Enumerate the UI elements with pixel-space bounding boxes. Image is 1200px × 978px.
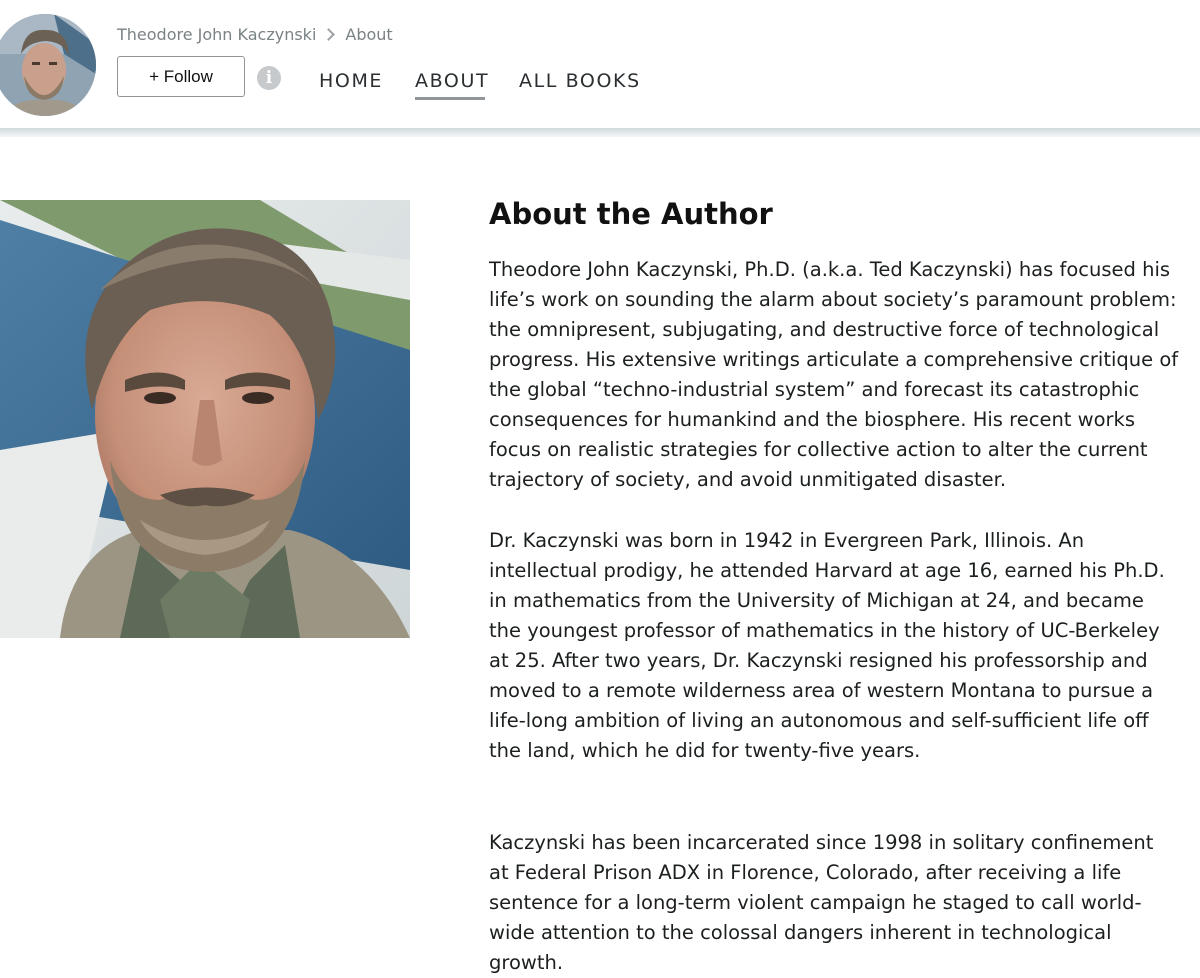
breadcrumb-current: About	[345, 24, 393, 44]
chevron-right-icon	[323, 28, 336, 41]
about-paragraph: Theodore John Kaczynski, Ph.D. (a.k.a. Ted Kaczynski) has focused his life’s work on sounding the alarm about society’s paramount problem: the omnipresent, subjugating, and destructive force of technological progress. His extensive writings articulate a comprehensive critique of the global “techno-industrial system” and forecast its catastrophic consequences for humankind and the biosphere. His recent works focus on realistic strategies for collective action to alter the current trajectory of society, and avoid unmitigated disaster.	[489, 258, 1179, 491]
about-paragraph: Kaczynski has been incarcerated since 1998 in solitary confinement at Federal Prison ADX in Florence, Colorado, after receiving a life sentence for a long-term violent campaign he staged to call world-wide attention to the colossal dangers inherent in technological growth.	[489, 831, 1154, 974]
nav-tab-home[interactable]: HOME	[319, 70, 384, 92]
avatar-photo	[0, 14, 96, 116]
about-heading: About the Author	[489, 197, 773, 231]
portrait-photo	[0, 200, 410, 638]
nav-tab-all-books[interactable]: ALL BOOKS	[519, 70, 641, 92]
breadcrumb-author-link[interactable]: Theodore John Kaczynski	[117, 24, 317, 44]
nav-tab-about[interactable]: ABOUT	[415, 70, 490, 92]
author-header	[0, 0, 1200, 128]
header-divider	[0, 128, 1200, 137]
nav-selected-underline	[415, 97, 485, 100]
about-paragraph: Dr. Kaczynski was born in 1942 in Evergreen Park, Illinois. An intellectual prodigy, he attended Harvard at age 16, earned his Ph.D. in mathematics from the University of Michigan at 24, and became the youngest professor of mathematics in the history of UC-Berkeley at 25. After two years, Dr. Kaczynski resigned his professorship and moved to a remote wilderness area of western Montana to pursue a life-long ambition of living an autonomous and self-sufficient life off the land, which he did for twenty-five years.	[489, 529, 1165, 762]
author-avatar[interactable]	[0, 14, 96, 116]
breadcrumb	[117, 24, 393, 44]
info-icon[interactable]: i	[257, 66, 281, 90]
author-portrait	[0, 200, 410, 638]
about-section	[489, 196, 1179, 974]
follow-button[interactable]: + Follow	[117, 56, 245, 97]
